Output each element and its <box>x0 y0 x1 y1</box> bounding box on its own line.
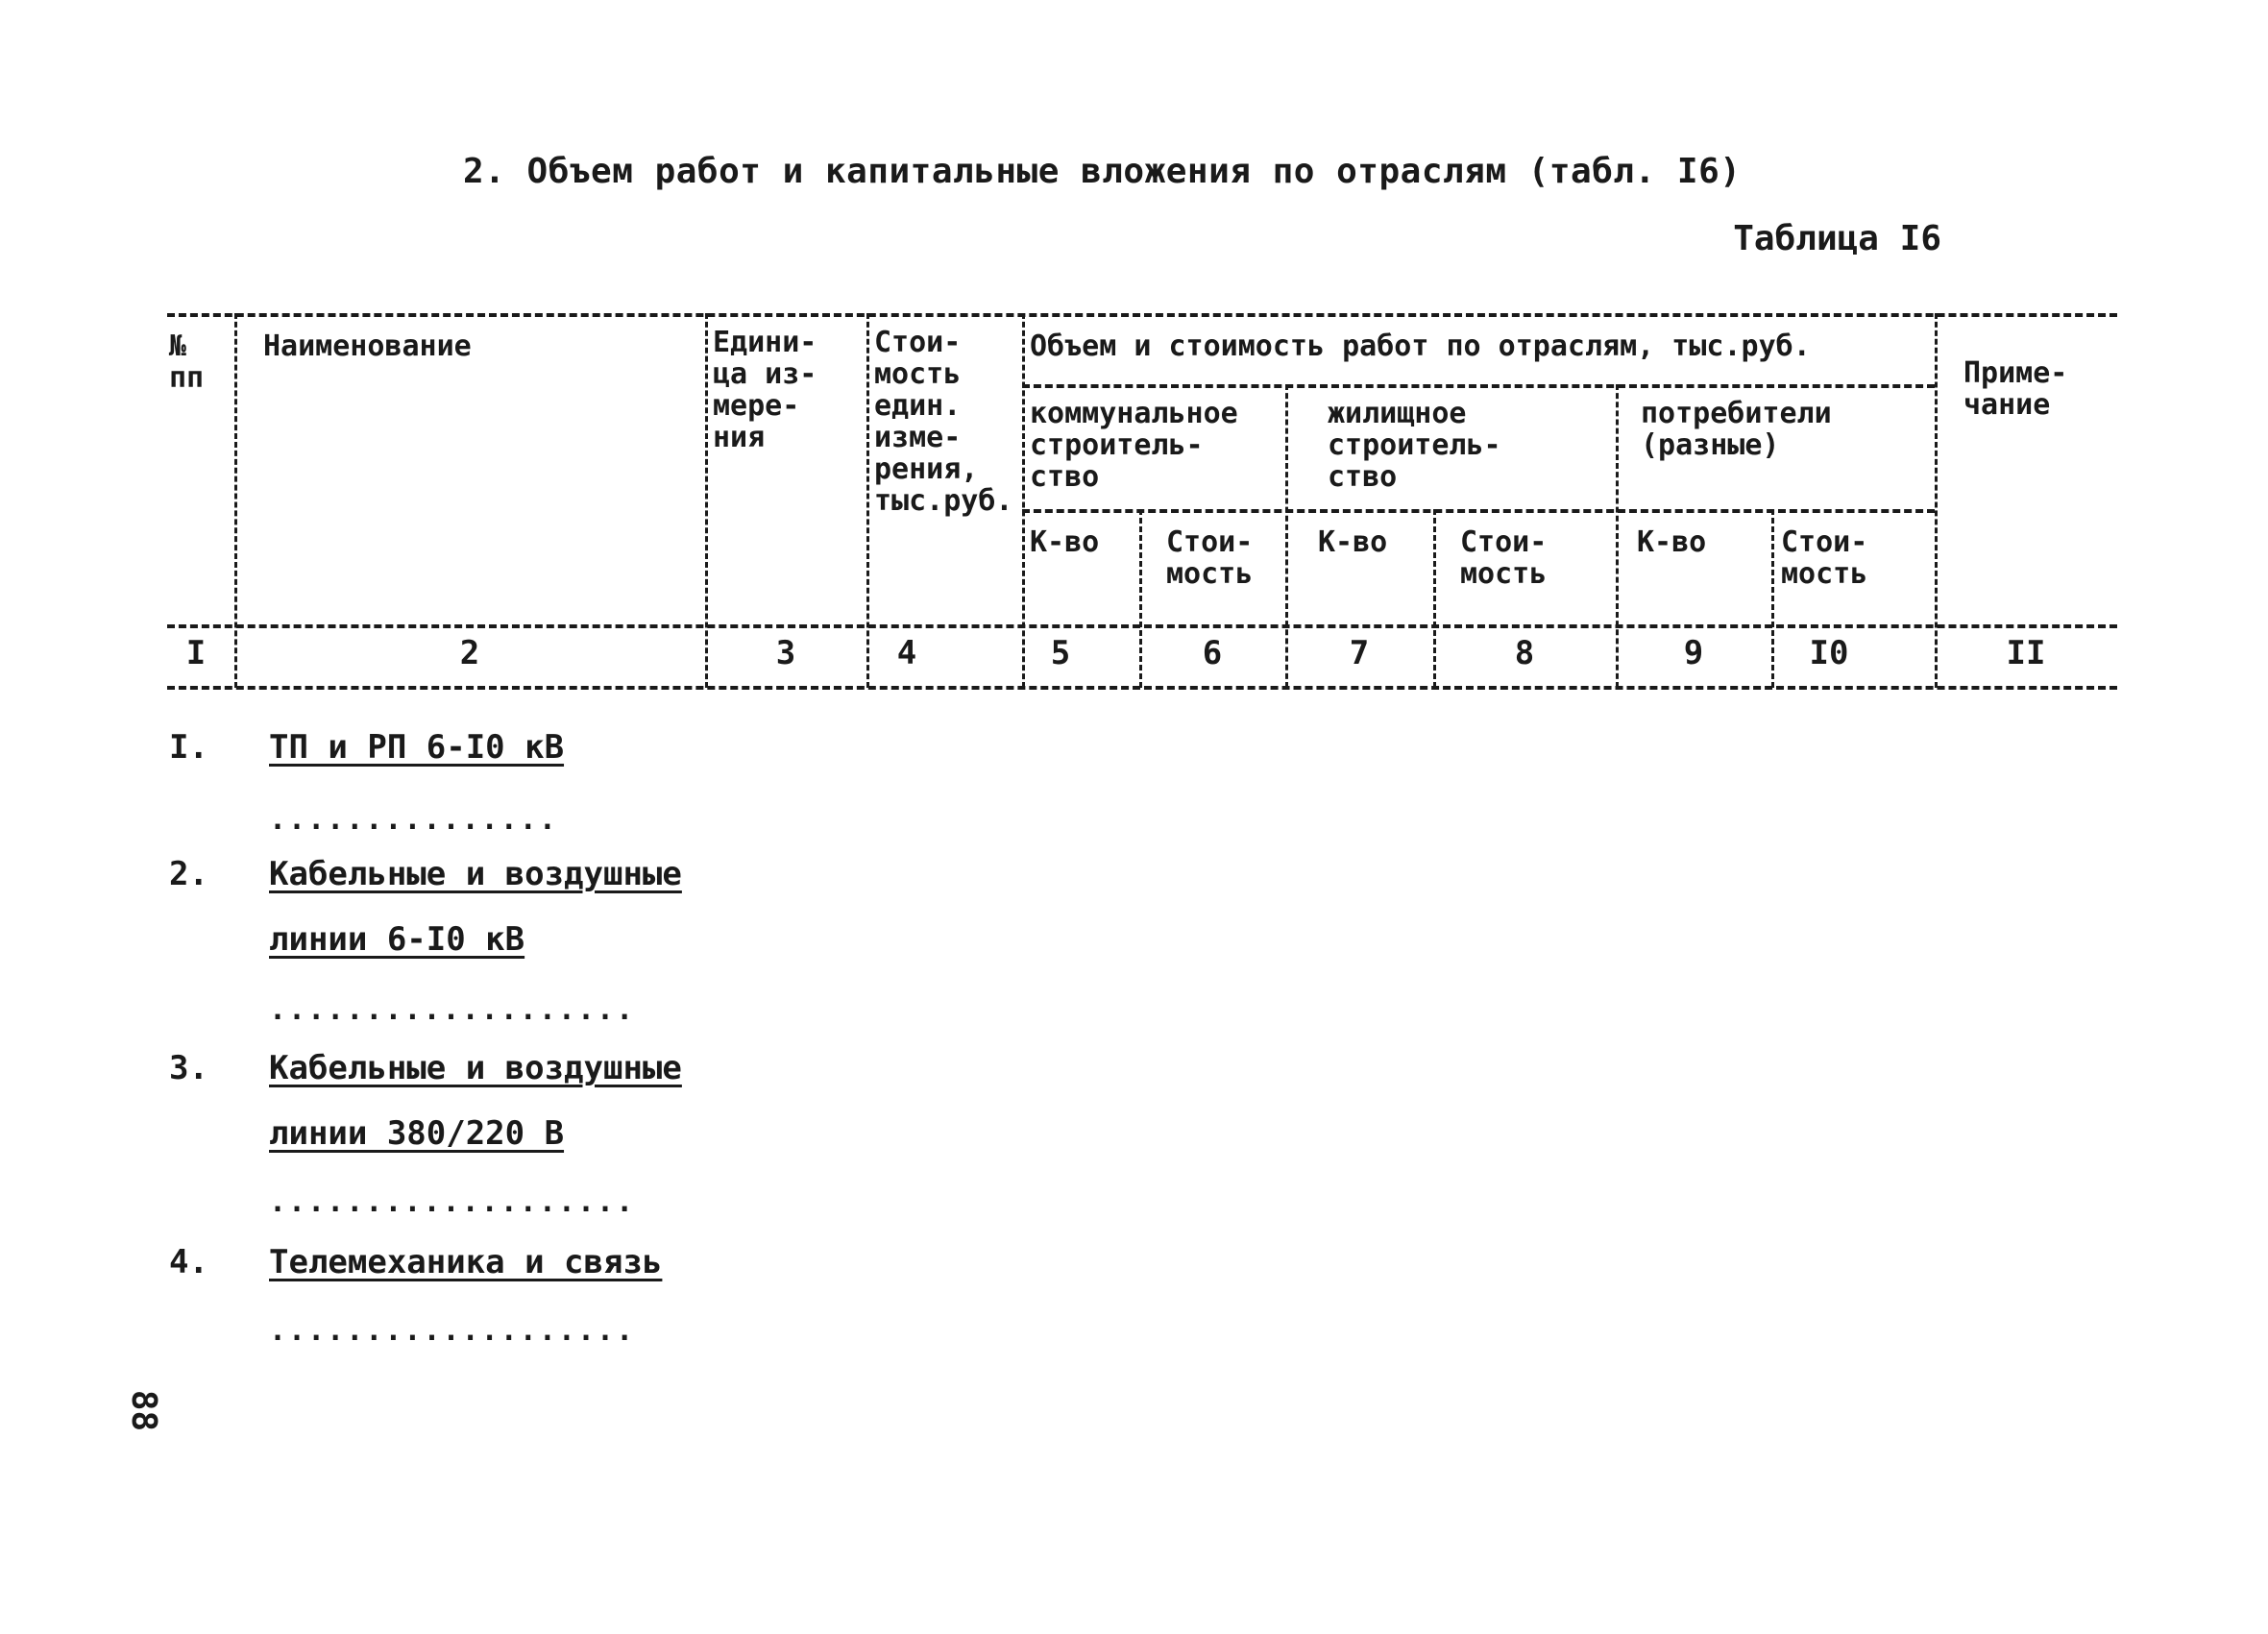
section-number: 3. <box>169 1049 208 1087</box>
column-number: I0 <box>1809 634 1849 672</box>
header-qty-consumers: К-во <box>1637 525 1707 559</box>
column-number: 2 <box>459 634 480 672</box>
column-number: 7 <box>1349 634 1370 672</box>
section-title: Кабельные и воздушные <box>269 855 682 893</box>
col-divider-3 <box>866 313 869 688</box>
header-cost-consumers: Стои- мость <box>1781 525 1868 591</box>
col-divider-10 <box>1935 313 1938 688</box>
section-title: ТП и РП 6-I0 кВ <box>269 728 565 767</box>
qty-cost-rule <box>1022 509 1935 513</box>
column-number: 6 <box>1202 634 1223 672</box>
section-dots: ................... <box>269 1185 636 1219</box>
header-num: № пп <box>169 329 205 395</box>
section-dots: ............... <box>269 803 558 837</box>
section-heading: 2. Объем работ и капитальные вложения по отраслям (табл. I6) <box>463 152 1742 191</box>
header-note: Приме- чание <box>1963 356 2068 422</box>
section-number: 2. <box>169 855 208 893</box>
section-title: Кабельные и воздушные <box>269 1049 682 1087</box>
section-dots: ................... <box>269 1314 636 1348</box>
header-name: Наименование <box>263 329 472 363</box>
header-housing: жилищное строитель- ство <box>1328 397 1501 494</box>
header-cost-housing: Стои- мость <box>1460 525 1548 591</box>
section-title-line-2: линии 380/220 В <box>269 1114 565 1153</box>
header-unit-cost: Стои- мость един. изме- рения, тыс.руб. <box>874 326 1013 518</box>
table-top-rule <box>167 313 2117 317</box>
header-table <box>167 313 2117 688</box>
section-number: 4. <box>169 1243 208 1281</box>
table-bottom-rule <box>167 686 2117 690</box>
section-title-line-2: линии 6-I0 кВ <box>269 920 525 959</box>
column-number: I <box>185 634 207 672</box>
header-consumers: потребители (разные) <box>1641 397 1832 462</box>
col-divider-4 <box>1022 313 1025 688</box>
header-qty-communal: К-во <box>1030 525 1100 559</box>
page-number: 88 <box>124 1389 164 1432</box>
section-title: Телемеханика и связь <box>269 1243 663 1281</box>
column-number: 8 <box>1514 634 1535 672</box>
column-number: 5 <box>1050 634 1071 672</box>
section-dots: ................... <box>269 993 636 1027</box>
section-number: I. <box>169 728 208 767</box>
col-divider-1 <box>234 313 237 688</box>
header-group: Объем и стоимость работ по отраслям, тыс.руб. <box>1030 329 1811 363</box>
header-unit: Едини- ца из- мере- ния <box>713 326 817 454</box>
col-divider-2 <box>705 313 708 688</box>
table-label: Таблица I6 <box>1733 219 1941 258</box>
header-communal: коммунальное строитель- ство <box>1030 397 1238 494</box>
column-number: 9 <box>1683 634 1704 672</box>
header-cost-communal: Стои- мость <box>1166 525 1254 591</box>
column-number: 3 <box>775 634 796 672</box>
column-number: 4 <box>896 634 917 672</box>
group-sub-rule <box>1022 384 1935 388</box>
header-qty-housing: К-во <box>1318 525 1388 559</box>
column-numbers-top-rule <box>167 624 2117 628</box>
column-number: II <box>2006 634 2046 672</box>
